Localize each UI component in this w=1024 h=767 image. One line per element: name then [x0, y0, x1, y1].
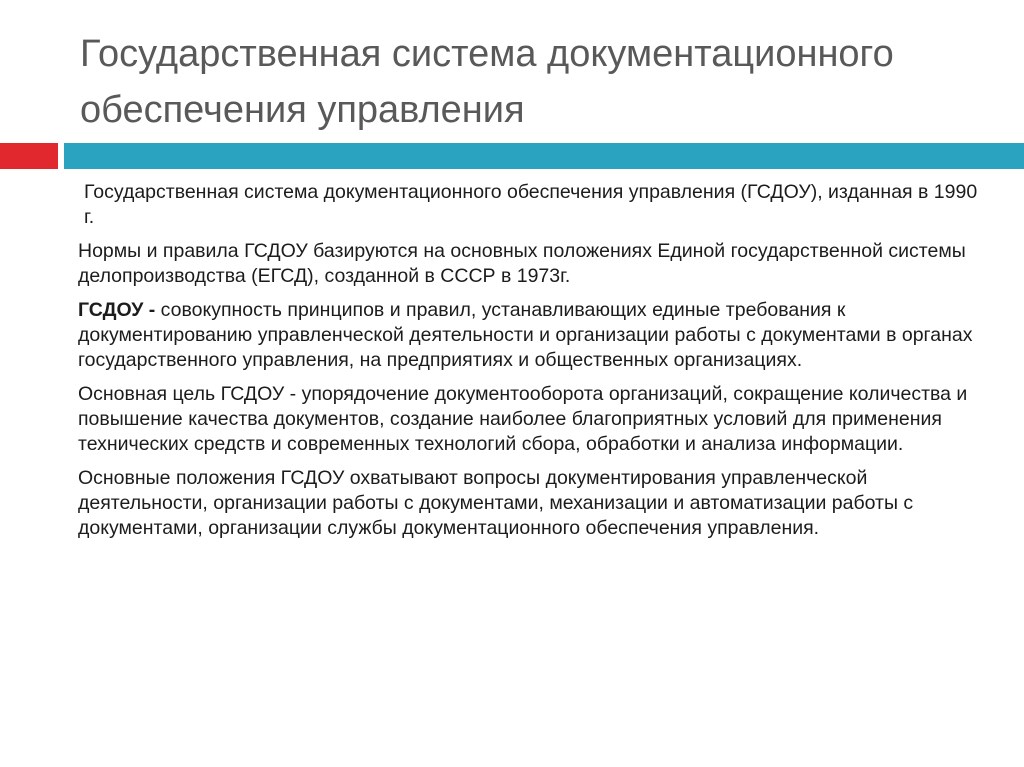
paragraph-gsdou-intro: [78, 180, 983, 230]
paragraph-text: Основная цель ГСДОУ - упорядочение документооборота организаций, сокращение количества и повышение качества документов, создание наиболее благоприятных условий для применения технических средств и современных технологий сбора, обработки и анализа информации.: [78, 383, 968, 455]
paragraph-definition: [78, 298, 983, 373]
accent-band-blue: [64, 143, 1024, 169]
slide-body: [78, 180, 983, 550]
paragraph-text: Основные положения ГСДОУ охватывают вопросы документирования управленческой деятельности, организации работы с документами, механизации и автоматизации работы с документами, организации службы документационного обеспечения управления.: [78, 467, 914, 539]
slide-title: Государственная система документационного обеспечения управления: [80, 33, 894, 131]
paragraph-goal: [78, 382, 983, 457]
paragraph-text: совокупность принципов и правил, устанавливающих единые требования к документированию управленческой деятельности и организации работы с документами в органах государственного управления, на предприятиях и общественных организациях.: [78, 299, 973, 371]
paragraph-scope: [78, 466, 983, 541]
paragraph-norms: [78, 239, 983, 289]
accent-band-red: [0, 143, 58, 169]
definition-term: ГСДОУ -: [78, 299, 161, 321]
paragraph-text: Нормы и правила ГСДОУ базируются на основных положениях Единой государственной системы делопроизводства (ЕГСД), созданной в СССР в 1973г.: [78, 240, 966, 287]
paragraph-text: Государственная система документационного обеспечения управления (ГСДОУ), изданная в 1990 г.: [84, 181, 978, 228]
